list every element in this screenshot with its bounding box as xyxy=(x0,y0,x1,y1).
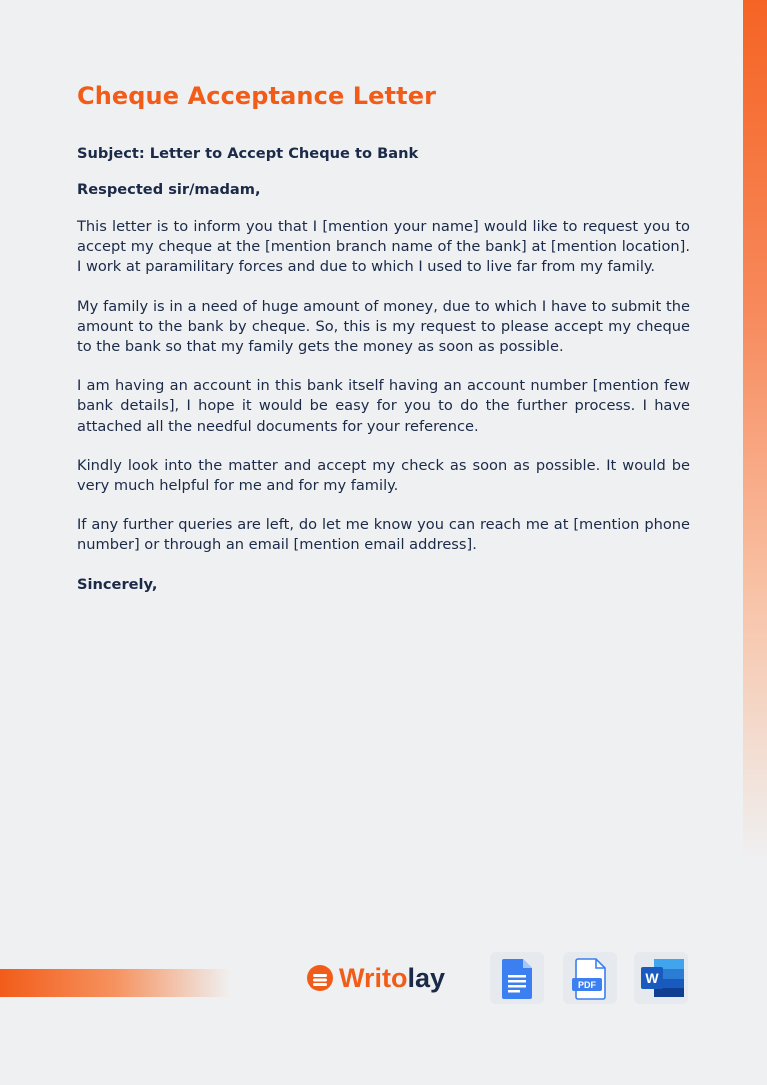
writolay-logo-icon xyxy=(307,965,333,991)
pdf-icon-label: PDF xyxy=(578,980,596,990)
letter-greeting: Respected sir/madam, xyxy=(77,181,261,198)
letter-paragraph: This letter is to inform you that I [mention your name] would like to request you to accept my cheque at the [mention branch name of the bank] at [mention location]. I work at paramilitary forces and due to which I used to live far from my family. xyxy=(77,218,690,276)
footer-accent-bar xyxy=(0,969,230,997)
letter-paragraph: I am having an account in this bank itself having an account number [mention few bank details], I hope it would be easy for you to do the further process. I have attached all the needful documents for your reference. xyxy=(77,377,690,435)
side-accent-bar xyxy=(743,0,767,860)
google-docs-download[interactable] xyxy=(490,952,544,1004)
google-docs-icon xyxy=(490,952,544,1004)
pdf-download[interactable] xyxy=(563,952,617,1004)
letter-subject: Subject: Letter to Accept Cheque to Bank xyxy=(77,145,419,162)
letter-closing: Sincerely, xyxy=(77,575,158,593)
letter-body xyxy=(77,82,690,593)
word-download[interactable] xyxy=(634,952,688,1004)
letter-paragraph: My family is in a need of huge amount of money, due to which I have to submit the amount to the bank by cheque. So, this is my request to please accept my cheque to the bank so that my family gets the money as soon as possible. xyxy=(77,297,690,356)
letter-title: Cheque Acceptance Letter xyxy=(77,82,437,110)
word-icon-label: W xyxy=(645,970,659,986)
letter-paragraph: If any further queries are left, do let me know you can reach me at [mention phone number] or through an email [mention email address]. xyxy=(77,516,690,554)
letter-paragraph: Kindly look into the matter and accept my check as soon as possible. It would be very much helpful for me and for my family. xyxy=(77,456,690,495)
writolay-logo-text: Writolay xyxy=(339,962,446,993)
word-icon xyxy=(634,952,688,1004)
pdf-icon xyxy=(563,952,617,1004)
writolay-logo[interactable] xyxy=(307,960,445,996)
